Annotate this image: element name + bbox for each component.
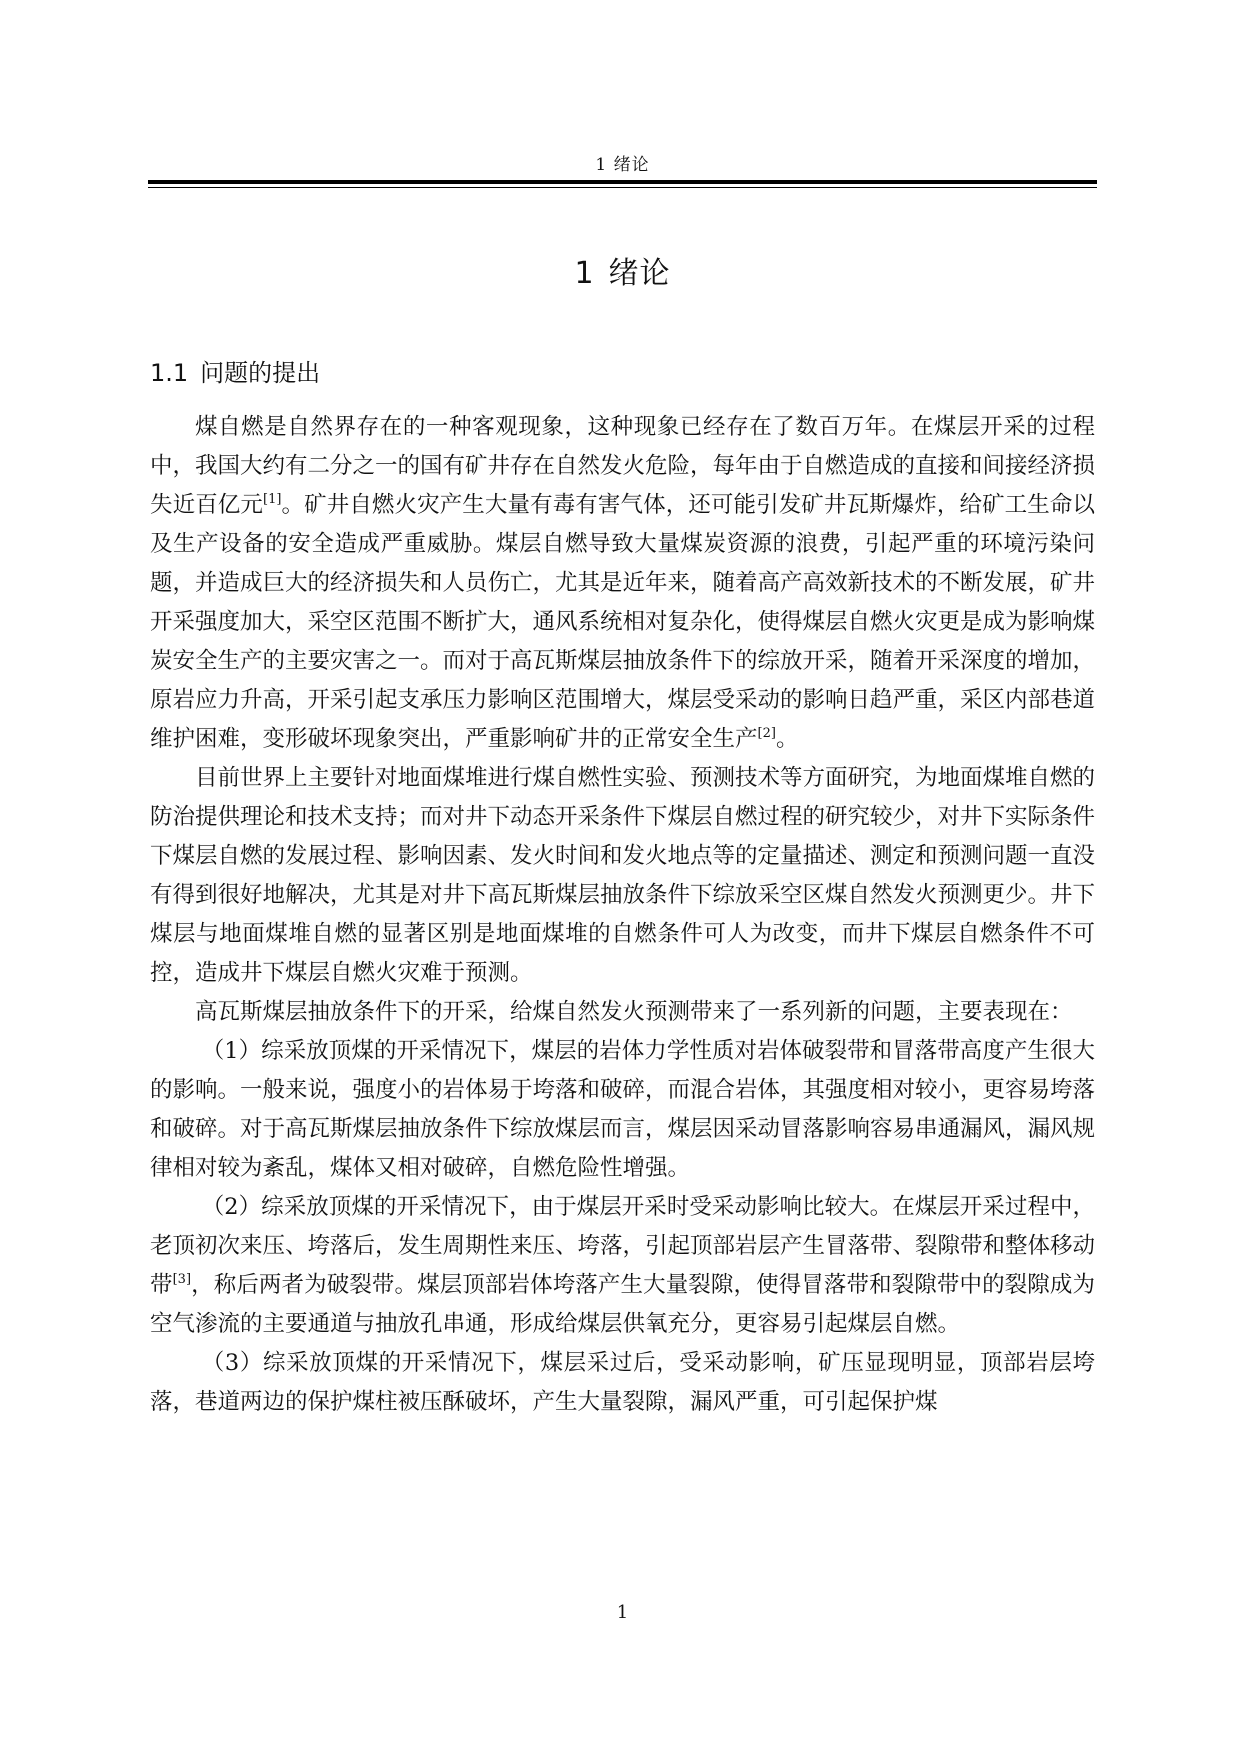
paragraph-1-part-2: 。矿井自燃火灾产生大量有毒有害气体，还可能引发矿井瓦斯爆炸，给矿工生命以及生产设备的安全造成严重威胁。煤层自燃导致大量煤炭资源的浪费，引起严重的环境污染问题，并造成巨大的经济损失和人员伤亡，尤其是近年来，随着高产高效新技术的不断发展，矿井开采强度加大，采空区范围不断扩大，通风系统相对复杂化，使得煤层自燃火灾更是成为影响煤炭安全生产的主要灾害之一。而对于高瓦斯煤层抽放条件下的综放开采，随着开采深度的增加，原岩应力升高，开采引起支承压力影响区范围增大，煤层受采动的影响日趋严重，采区内部巷道维护困难，变形破坏现象突出，严重影响矿井的正常安全生产 <box>150 492 1096 752</box>
paragraph-2: 目前世界上主要针对地面煤堆进行煤自燃性实验、预测技术等方面研究，为地面煤堆自燃的防治提供理论和技术支持；而对井下动态开采条件下煤层自燃过程的研究较少，对井下实际条件下煤层自燃的发展过程、影响因素、发火时间和发火地点等的定量描述、测定和预测问题一直没有得到很好地解决，尤其是对井下高瓦斯煤层抽放条件下综放采空区煤自然发火预测更少。井下煤层与地面煤堆自燃的显著区别是地面煤堆的自燃条件可人为改变，而井下煤层自燃条件不可控，造成井下煤层自燃火灾难于预测。 <box>150 765 1096 986</box>
list-item-2-part-2: ，称后两者为破裂带。煤层顶部岩体垮落产生大量裂隙，使得冒落带和裂隙带中的裂隙成为空气渗流的主要通道与抽放孔串通，形成给煤层供氧充分，更容易引起煤层自燃。 <box>150 1272 1095 1337</box>
list-item-2 <box>150 1188 1095 1344</box>
chapter-number: 1 <box>574 256 595 291</box>
list-item-2-part-1: （2）综采放顶煤的开采情况下，由于煤层开采时受采动影响比较大。在煤层开采过程中，老顶初次来压、垮落后，发生周期性来压、垮落，引起顶部岩层产生冒落带、裂隙带和整体移动带 <box>150 1194 1096 1298</box>
section-title-text: 问题的提出 <box>200 359 321 387</box>
page-number: 1 <box>616 1602 629 1623</box>
body-text <box>150 408 1095 1422</box>
list-item-1: （1）综采放顶煤的开采情况下，煤层的岩体力学性质对岩体破裂带和冒落带高度产生很大的影响。一般来说，强度小的岩体易于垮落和破碎，而混合岩体，其强度相对较小，更容易垮落和破碎。对于高瓦斯煤层抽放条件下综放煤层而言，煤层因采动冒落影响容易串通漏风，漏风规律相对较为紊乱，煤体又相对破碎，自燃危险性增强。 <box>150 1038 1096 1181</box>
paragraph-1 <box>150 408 1095 759</box>
header-rule-thin <box>148 187 1097 188</box>
paragraph-1-part-1: 煤自燃是自然界存在的一种客观现象，这种现象已经存在了数百万年。在煤层开采的过程中，我国大约有二分之一的国有矿井存在自然发火危险，每年由于自燃造成的直接和间接经济损失近百亿元 <box>150 414 1096 518</box>
paragraph-3: 高瓦斯煤层抽放条件下的开采，给煤自然发火预测带来了一系列新的问题，主要表现在： <box>195 999 1073 1025</box>
list-item-3: （3）综采放顶煤的开采情况下，煤层采过后，受采动影响，矿压显现明显，顶部岩层垮落，巷道两边的保护煤柱被压酥破坏，产生大量裂隙，漏风严重，可引起保护煤 <box>150 1350 1095 1415</box>
citation-2[interactable]: [2] <box>757 726 776 741</box>
citation-1[interactable]: [1] <box>263 492 282 507</box>
citation-3[interactable]: [3] <box>172 1272 192 1287</box>
running-header: 1 绪论 <box>595 155 650 175</box>
section-title <box>150 353 320 388</box>
paragraph-1-part-3: 。 <box>775 726 799 752</box>
chapter-title <box>148 248 1097 292</box>
section-number: 1.1 <box>150 359 189 387</box>
header-rule-thick <box>148 180 1097 184</box>
chapter-title-text: 绪论 <box>608 256 671 291</box>
